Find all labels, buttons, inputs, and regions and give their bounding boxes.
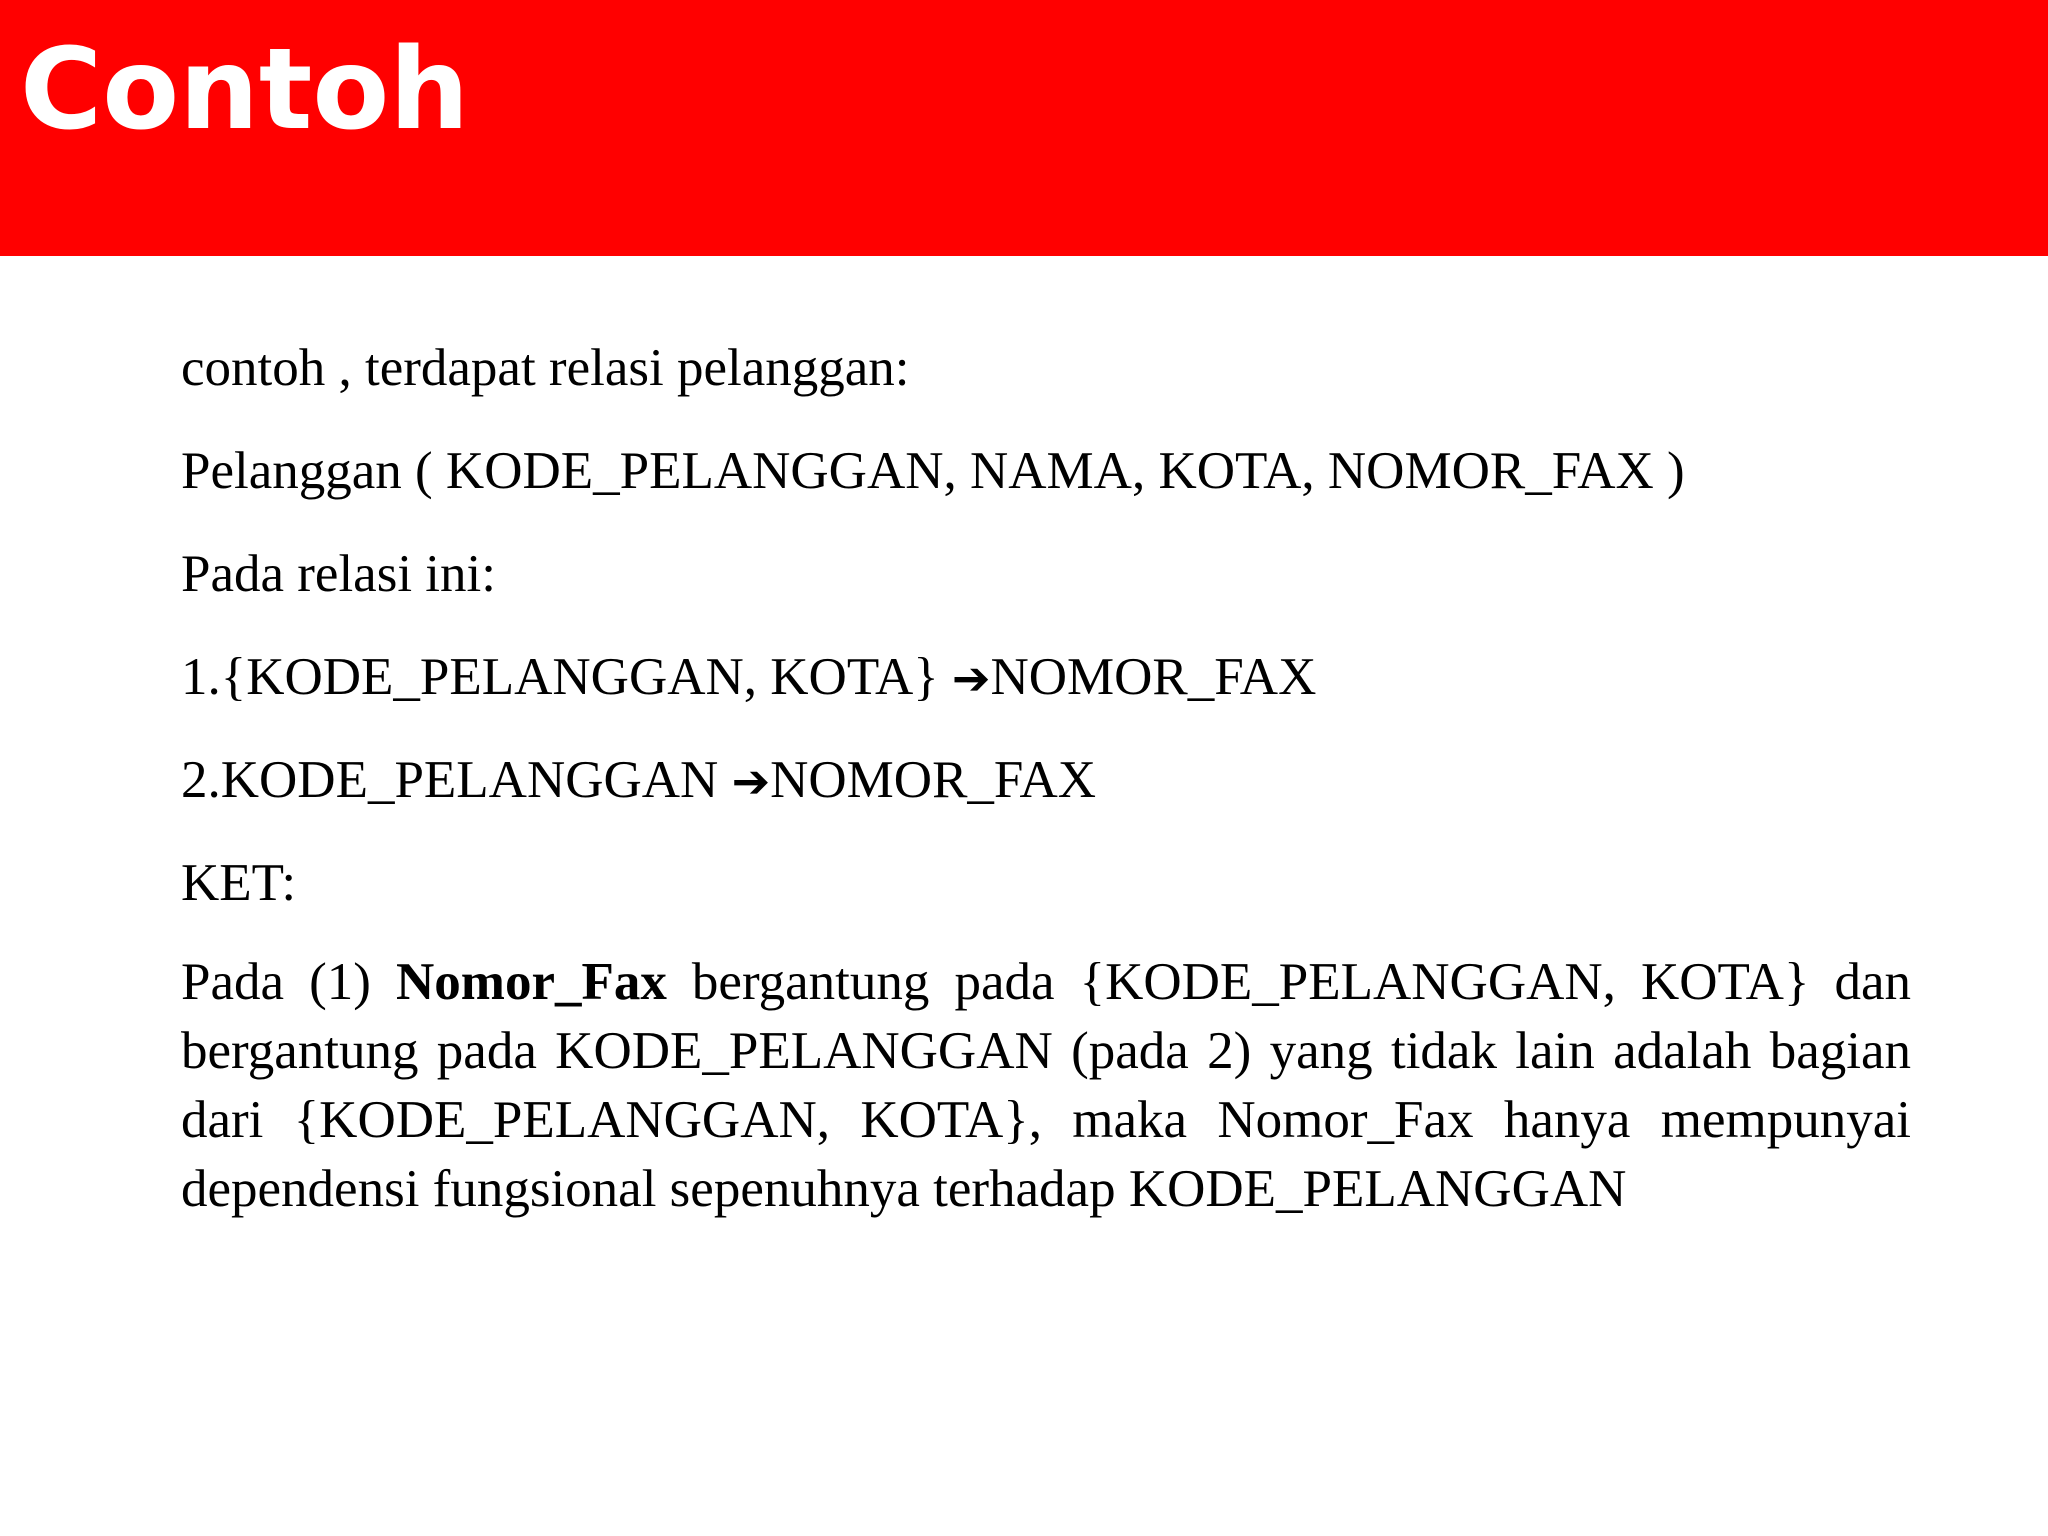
dependency-2 — [181, 742, 1911, 845]
ket-label: KET: — [181, 854, 297, 912]
dependency-1-determinant: 1.{KODE_PELANGGAN, KOTA} — [181, 648, 952, 706]
dependency-2-determinant: 2.KODE_PELANGGAN — [181, 751, 732, 809]
explanation-paragraph — [181, 948, 1911, 1224]
explanation-prefix: Pada (1) — [181, 953, 397, 1011]
explanation-rest: bergantung pada {KODE_PELANGGAN, KOTA} dan bergantung pada KODE_PELANGGAN (pada 2) yang tidak lain adalah bagian dari {KODE_PELANGGAN, KOTA}, maka Nomor_Fax hanya mempunyai dependensi fungsional sepenuhnya terhadap KODE_PELANGGAN — [181, 953, 1911, 1218]
arrow-right-icon: ➔ — [951, 651, 991, 705]
relation-schema: Pelanggan ( KODE_PELANGGAN, NAMA, KOTA, NOMOR_FAX ) — [181, 442, 1685, 500]
relation-note: Pada relasi ini: — [181, 545, 496, 603]
dependency-1 — [181, 639, 1911, 742]
arrow-right-icon: ➔ — [731, 754, 771, 808]
slide-title: Contoh — [20, 25, 470, 155]
title-banner — [0, 0, 2048, 256]
slide-body — [181, 330, 1911, 1224]
explanation-bold-term: Nomor_Fax — [396, 953, 667, 1011]
dependency-1-dependent: NOMOR_FAX — [990, 648, 1317, 706]
intro-text: contoh , terdapat relasi pelanggan: — [181, 339, 910, 397]
dependency-2-dependent: NOMOR_FAX — [770, 751, 1097, 809]
